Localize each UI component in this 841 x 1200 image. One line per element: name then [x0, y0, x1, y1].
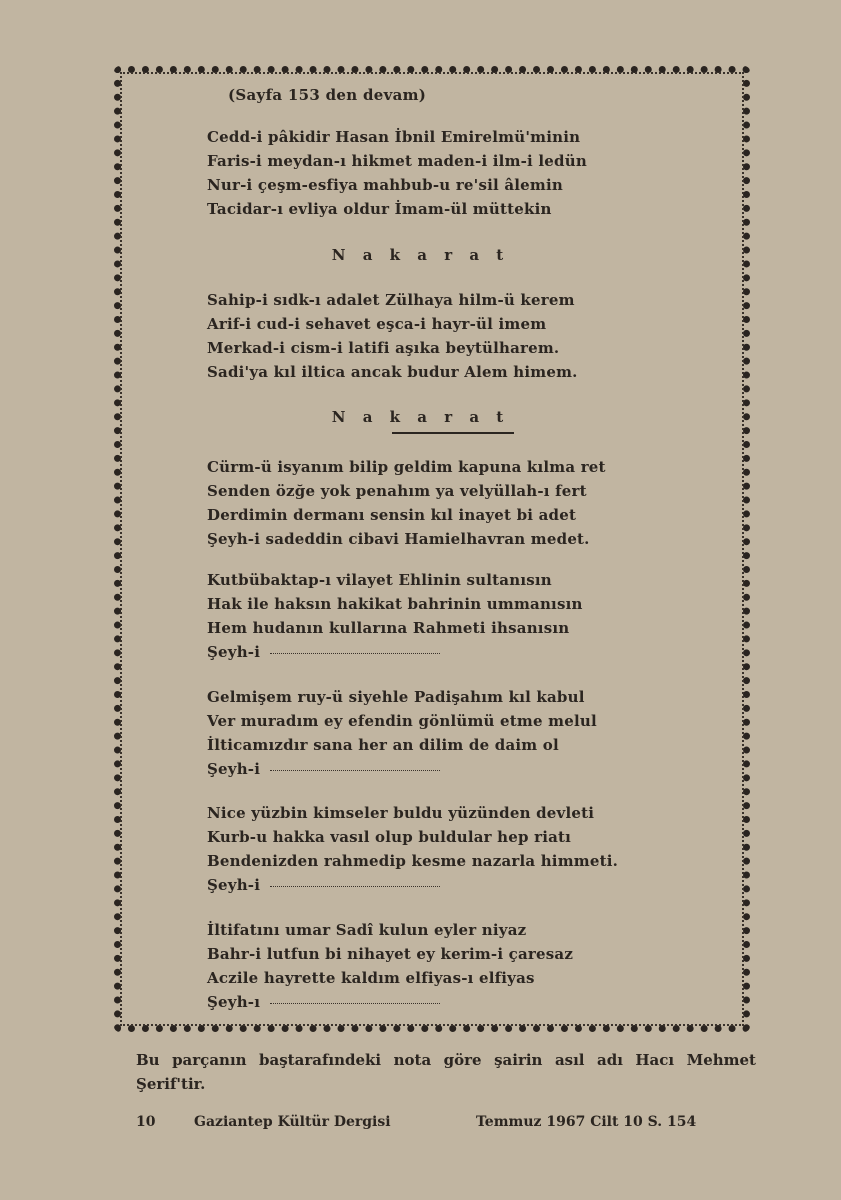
verse-line: Tacidar-ı evliya oldur İmam-ül müttekin — [207, 200, 552, 218]
verse-line: Hak ile haksın hakikat bahrinin ummanısın — [207, 595, 583, 613]
verse-line: Kutbübaktap-ı vilayet Ehlinin sultanısın — [207, 571, 552, 589]
verse-line: Ver muradım ey efendin gönlümü etme melul — [207, 712, 597, 730]
refrain-underline — [392, 432, 514, 434]
issue-info: Temmuz 1967 Cilt 10 S. 154 — [476, 1114, 697, 1130]
signature-line — [207, 990, 727, 1014]
verse-line: Senden özğe yok penahım ya velyüllah-ı fert — [207, 482, 587, 500]
verse-line: Kurb-u hakka vasıl olup buldular hep riatı — [207, 828, 572, 846]
verse-line: Merkad-i cism-i latifi aşıka beytülharem. — [207, 339, 560, 357]
blank-line — [270, 770, 440, 771]
verse-line: Cürm-ü isyanım bilip geldim kapuna kılma ret — [207, 458, 606, 476]
verse-line: Cedd-i pâkidir Hasan İbnil Emirelmü'minin — [207, 128, 581, 146]
verse-line: Aczile hayrette kaldım elfiyas-ı elfiyas — [207, 969, 535, 987]
verse-line: Derdimin dermanı sensin kıl inayet bi adet — [207, 506, 577, 524]
stanza-5 — [207, 685, 727, 781]
stanza-6 — [207, 801, 727, 897]
verse-line: Hem hudanın kullarına Rahmeti ihsanısın — [207, 619, 570, 637]
signature-label: Şeyh-ı — [207, 993, 261, 1011]
continued-note: (Sayfa 153 den devam) — [228, 86, 427, 104]
verse-line: Gelmişem ruy-ü siyehle Padişahım kıl kabul — [207, 688, 585, 706]
stanza-7 — [207, 918, 727, 1014]
signature-label: Şeyh-i — [207, 643, 261, 661]
blank-line — [270, 1003, 440, 1004]
verse-line: Şeyh-i sadeddin cibavi Hamielhavran medet. — [207, 530, 590, 548]
verse-line: Arif-i cud-i sehavet eşca-i hayr-ül imem — [207, 315, 547, 333]
blank-line — [270, 653, 440, 654]
signature-line — [207, 640, 727, 664]
verse-line: Sahip-i sıdk-ı adalet Zülhaya hilm-ü kerem — [207, 291, 575, 309]
page-number: 10 — [136, 1114, 156, 1130]
verse-line: Nice yüzbin kimseler buldu yüzünden devleti — [207, 804, 595, 822]
verse-line: Faris-i meydan-ı hikmet maden-i ilm-i ledün — [207, 152, 587, 170]
verse-line: Bendenizden rahmedip kesme nazarla himmeti. — [207, 852, 619, 870]
stanza-2 — [207, 288, 727, 384]
stanza-3 — [207, 455, 727, 551]
signature-label: Şeyh-i — [207, 876, 261, 894]
stanza-4 — [207, 568, 727, 664]
signature-line — [207, 873, 727, 897]
stanza-1 — [207, 125, 727, 221]
verse-line: Bahr-i lutfun bi nihayet ey kerim-i çaresaz — [207, 945, 574, 963]
refrain-label-1: N a k a r a t — [331, 246, 510, 264]
footnote: Bu parçanın baştarafındeki nota göre şairin asıl adı Hacı Mehmet Şerif'tir. — [136, 1051, 756, 1093]
signature-line — [207, 757, 727, 781]
verse-line: İltifatını umar Sadî kulun eyler niyaz — [207, 921, 527, 939]
journal-name: Gaziantep Kültür Dergisi — [194, 1114, 391, 1130]
refrain-label-2: N a k a r a t — [331, 408, 510, 426]
blank-line — [270, 886, 440, 887]
signature-label: Şeyh-i — [207, 760, 261, 778]
verse-line: İlticamızdır sana her an dilim de daim ol — [207, 736, 559, 754]
verse-line: Nur-i çeşm-esfiya mahbub-u re'sil âlemin — [207, 176, 563, 194]
verse-line: Sadi'ya kıl iltica ancak budur Alem himem. — [207, 363, 578, 381]
